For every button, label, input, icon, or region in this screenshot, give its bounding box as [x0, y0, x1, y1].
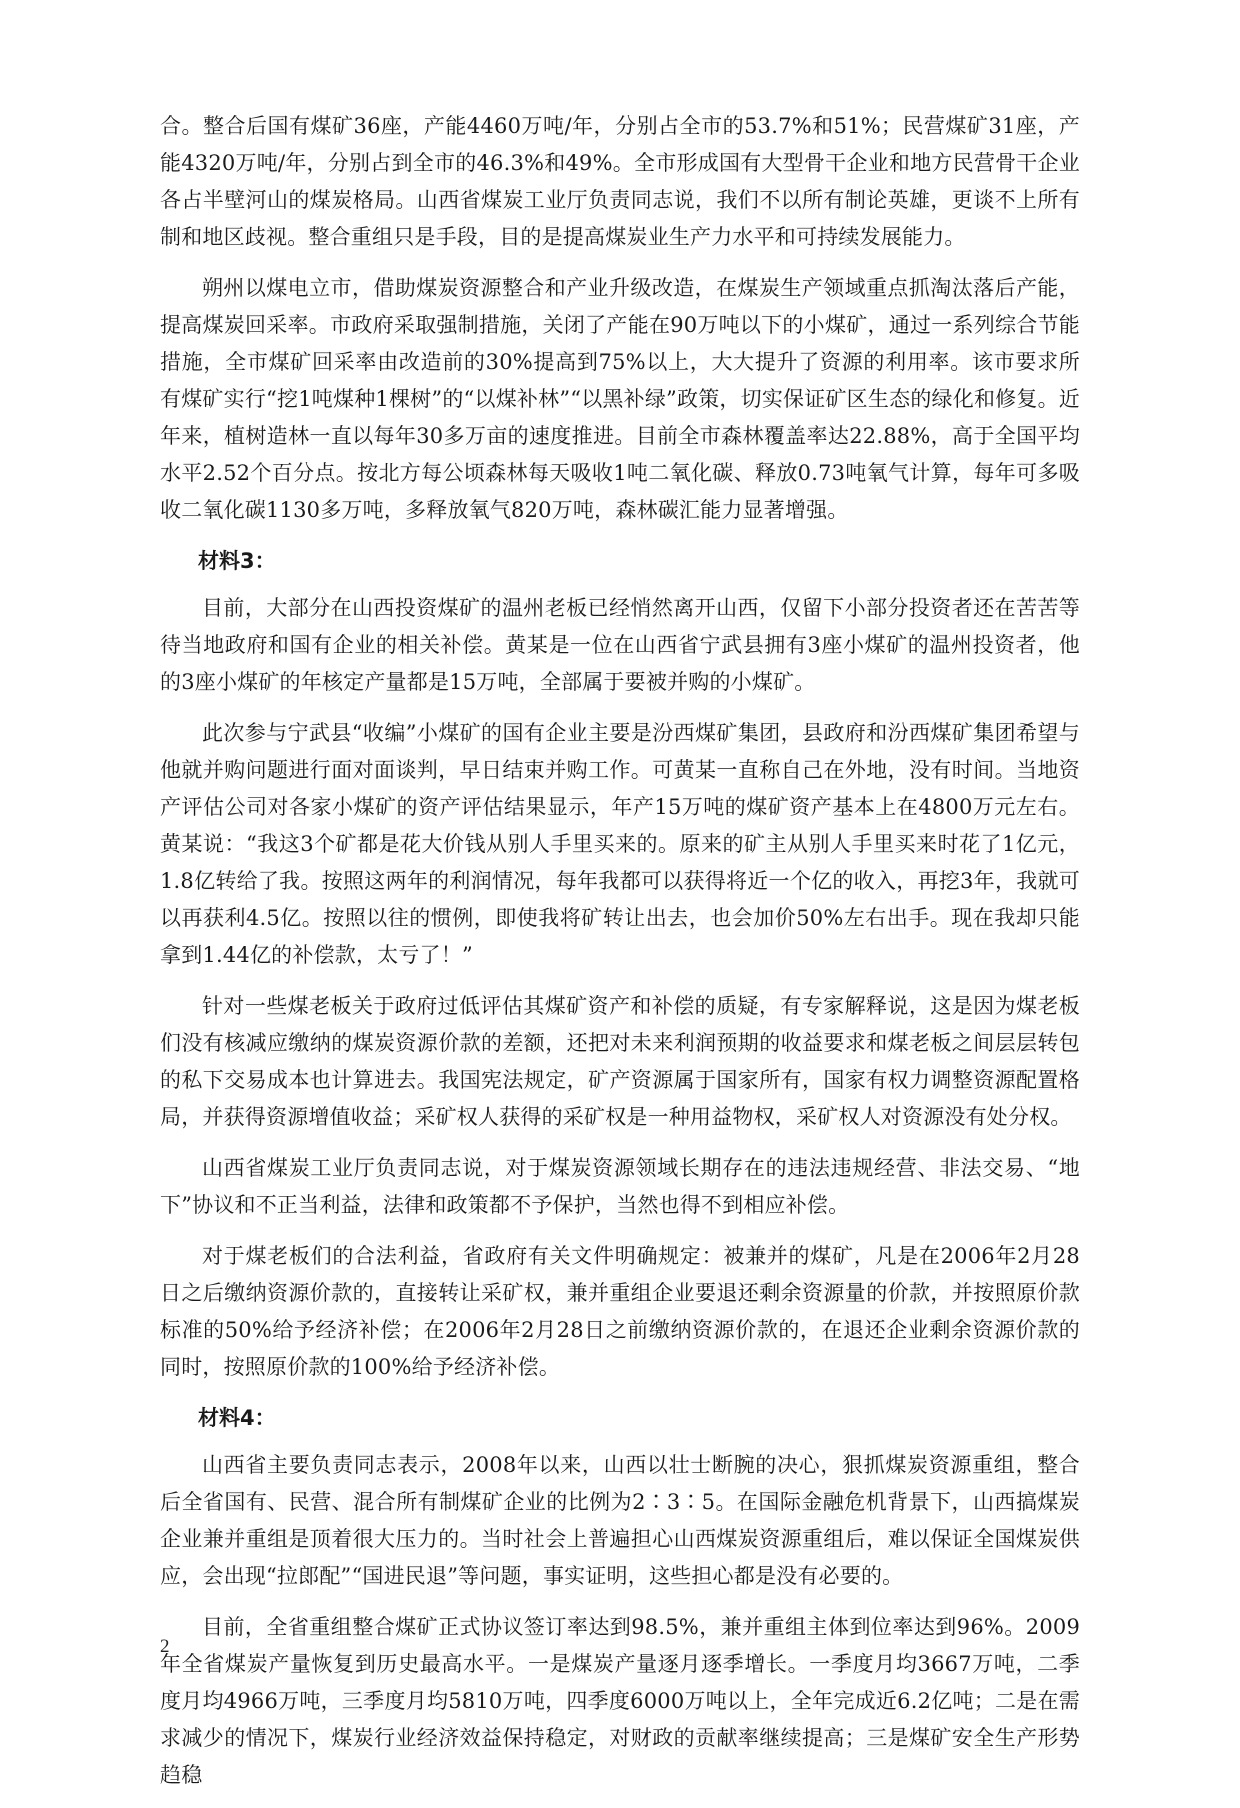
section-heading: 材料4：: [198, 1406, 276, 1430]
paragraph: 朔州以煤电立市，借助煤炭资源整合和产业升级改造，在煤炭生产领域重点抓淘汰落后产能，提高煤炭回采率。市政府采取强制措施，关闭了产能在90万吨以下的小煤矿，通过一系列综合节能措施，全市煤矿回采率由改造前的30%提高到75%以上，大大提升了资源的利用率。该市要求所有煤矿实行“挖1吨煤种1棵树”的“以煤补林”“以黑补绿”政策，切实保证矿区生态的绿化和修复。近年来，植树造林一直以每年30多万亩的速度推进。目前全市森林覆盖率达22.88%，高于全国平均水平2.52个百分点。按北方每公顷森林每天吸收1吨二氧化碳、释放0.73吨氧气计算，每年可多吸收二氧化碳1130多万吨，多释放氧气820万吨，森林碳汇能力显著增强。: [160, 276, 1080, 522]
paragraph: 针对一些煤老板关于政府过低评估其煤矿资产和补偿的质疑，有专家解释说，这是因为煤老板们没有核减应缴纳的煤炭资源价款的差额，还把对未来利润预期的收益要求和煤老板之间层层转包的私下交易成本也计算进去。我国宪法规定，矿产资源属于国家所有，国家有权力调整资源配置格局，并获得资源增值收益；采矿权人获得的采矿权是一种用益物权，采矿权人对资源没有处分权。: [160, 994, 1080, 1129]
paragraph: 目前，全省重组整合煤矿正式协议签订率达到98.5%，兼并重组主体到位率达到96%。2009年全省煤炭产量恢复到历史最高水平。一是煤炭产量逐月逐季增长。一季度月均3667万吨，二季度月均4966万吨，三季度月均5810万吨，四季度6000万吨以上，全年完成近6.2亿吨；二是在需求减少的情况下，煤炭行业经济效益保持稳定，对财政的贡献率继续提高；三是煤矿安全生产形势趋稳: [160, 1615, 1080, 1787]
paragraph: 对于煤老板们的合法利益，省政府有关文件明确规定：被兼并的煤矿，凡是在2006年2月28日之后缴纳资源价款的，直接转让采矿权，兼并重组企业要退还剩余资源量的价款，并按照原价款标准的50%给予经济补偿；在2006年2月28日之前缴纳资源价款的，在退还企业剩余资源价款的同时，按照原价款的100%给予经济补偿。: [160, 1244, 1080, 1379]
page-number: 2: [160, 1636, 170, 1657]
paragraph: 山西省主要负责同志表示，2008年以来，山西以壮士断腕的决心，狠抓煤炭资源重组，整合后全省国有、民营、混合所有制煤矿企业的比例为2∶3∶5。在国际金融危机背景下，山西搞煤炭企业兼并重组是顶着很大压力的。当时社会上普遍担心山西煤炭资源重组后，难以保证全国煤炭供应，会出现“拉郎配”“国进民退”等问题，事实证明，这些担心都是没有必要的。: [160, 1453, 1080, 1588]
paragraph: 目前，大部分在山西投资煤矿的温州老板已经悄然离开山西，仅留下小部分投资者还在苦苦等待当地政府和国有企业的相关补偿。黄某是一位在山西省宁武县拥有3座小煤矿的温州投资者，他的3座小煤矿的年核定产量都是15万吨，全部属于要被并购的小煤矿。: [160, 596, 1080, 694]
paragraph: 合。整合后国有煤矿36座，产能4460万吨/年，分别占全市的53.7%和51%；民营煤矿31座，产能4320万吨/年，分别占到全市的46.3%和49%。全市形成国有大型骨干企业和地方民营骨干企业各占半壁河山的煤炭格局。山西省煤炭工业厅负责同志说，我们不以所有制论英雄，更谈不上所有制和地区歧视。整合重组只是手段，目的是提高煤炭业生产力水平和可持续发展能力。: [160, 114, 1080, 249]
document-body: [160, 108, 1080, 1808]
paragraph: 此次参与宁武县“收编”小煤矿的国有企业主要是汾西煤矿集团，县政府和汾西煤矿集团希望与他就并购问题进行面对面谈判，早日结束并购工作。可黄某一直称自己在外地，没有时间。当地资产评估公司对各家小煤矿的资产评估结果显示，年产15万吨的煤矿资产基本上在4800万元左右。黄某说：“我这3个矿都是花大价钱从别人手里买来的。原来的矿主从别人手里买来时花了1亿元，1.8亿转给了我。按照这两年的利润情况，每年我都可以获得将近一个亿的收入，再挖3年，我就可以再获利4.5亿。按照以往的惯例，即使我将矿转让出去，也会加价50%左右出手。现在我却只能拿到1.44亿的补偿款，太亏了！”: [160, 721, 1080, 967]
section-heading: 材料3：: [198, 549, 276, 573]
paragraph: 山西省煤炭工业厅负责同志说，对于煤炭资源领域长期存在的违法违规经营、非法交易、“地下”协议和不正当利益，法律和政策都不予保护，当然也得不到相应补偿。: [160, 1156, 1080, 1217]
